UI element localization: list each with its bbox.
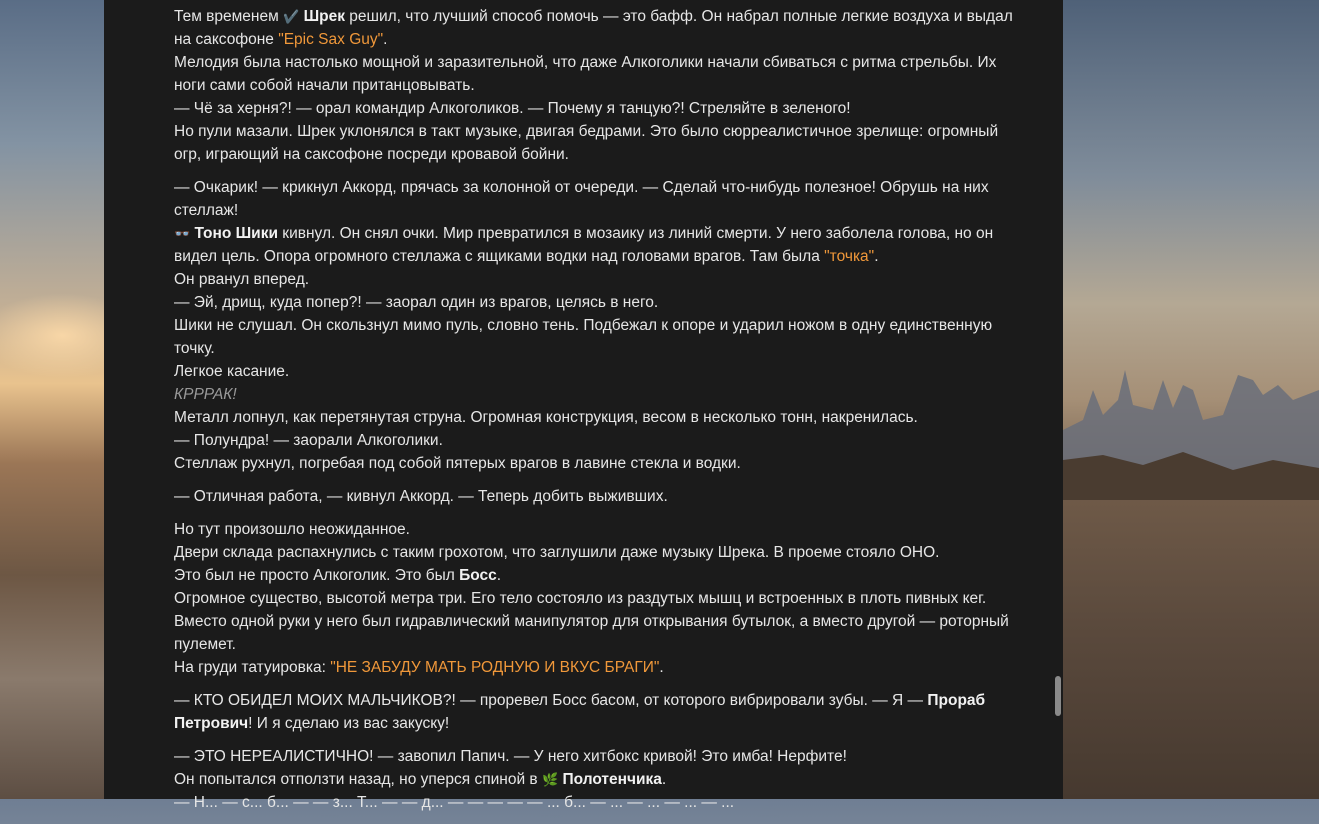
text-span: кивнул. Он снял очки. Мир превратился в мозаику из линий смерти. У него заболела голова, но он видел цель. Опора огромного стеллажа с ящиками водки над головами врагов. Там была [174, 225, 994, 265]
text-span: Стеллаж рухнул, погребая под собой пятерых врагов в лавине стекла и водки. [174, 455, 741, 472]
background-left [0, 0, 104, 799]
story-line [174, 268, 1019, 291]
story-line [174, 791, 1019, 814]
text-span: Он рванул вперед. [174, 271, 310, 288]
story-line [174, 291, 1019, 314]
story-line [174, 314, 1019, 360]
character-name: Тоно Шики [194, 225, 278, 242]
story-paragraph [174, 176, 1019, 475]
story-line [174, 406, 1019, 429]
check-emoji: ✔️ [283, 9, 300, 24]
story-line [174, 383, 1019, 406]
text-span: Но тут произошло неожиданное. [174, 521, 410, 538]
story-line [174, 541, 1019, 564]
highlight-quote: "НЕ ЗАБУДУ МАТЬ РОДНУЮ И ВКУС БРАГИ" [330, 659, 660, 676]
text-span: — Очкарик! — крикнул Аккорд, прячась за колонной от очереди. — Сделай что-нибудь полезное! Обрушь на них стеллаж! [174, 179, 989, 219]
story-line [174, 564, 1019, 587]
story-line [174, 176, 1019, 222]
herb-emoji: 🌿 [541, 772, 559, 787]
text-span: — ЭТО НЕРЕАЛИСТИЧНО! — завопил Папич. — У него хитбокс кривой! Это имба! Нерфите! [174, 748, 847, 765]
text-span: Но пули мазали. Шрек уклонялся в такт музыке, двигая бедрами. Это было сюрреалистичное зрелище: огромный огр, играющий на саксофоне посреди кровавой бойни. [174, 123, 999, 163]
story-line [174, 689, 1019, 735]
text-span: Это был не просто Алкоголик. Это был [174, 567, 460, 584]
story-content [174, 5, 1019, 824]
text-span: . [383, 31, 388, 48]
text-span: решил, что лучший способ помочь — это бафф. Он набрал полные легкие воздуха и выдал на саксофоне [174, 8, 1013, 48]
text-span: — Н... — с... б... — — з... Т... — — д... — — — — — ... б... — ... — ... — ... — ... [174, 794, 735, 811]
story-paragraph [174, 689, 1019, 735]
text-span: Мелодия была настолько мощной и заразительной, что даже Алкоголики начали сбиваться с ритма стрельбы. Их ноги сами собой начали пританцовывать. [174, 54, 997, 94]
story-paragraph [174, 485, 1019, 508]
story-line [174, 518, 1019, 541]
text-span: — КТО ОБИДЕЛ МОИХ МАЛЬЧИКОВ?! — проревел Босс басом, от которого вибрировали зубы. — Я — [174, 692, 928, 709]
story-panel [104, 0, 1063, 811]
story-line [174, 120, 1019, 166]
text-span: Металл лопнул, как перетянутая струна. Огромная конструкция, весом в несколько тонн, накренилась. [174, 409, 918, 426]
text-span: Тем временем [174, 8, 284, 25]
text-span: — Эй, дрищ, куда попер?! — заорал один из врагов, целясь в него. [174, 294, 659, 311]
story-line [174, 587, 1019, 656]
story-line [174, 429, 1019, 452]
text-span: . [659, 659, 664, 676]
character-name: Прораб Петрович [174, 692, 986, 732]
character-name: Полотенчика [562, 771, 662, 788]
story-line [174, 51, 1019, 97]
text-span: — Отличная работа, — кивнул Аккорд. — Теперь добить выживших. [174, 488, 668, 505]
story-line [174, 485, 1019, 508]
text-span: Шики не слушал. Он скользнул мимо пуль, словно тень. Подбежал к опоре и ударил ножом в одну единственную точку. [174, 317, 993, 357]
glasses-emoji: 👓 [174, 226, 191, 241]
text-span: — Полундра! — заорали Алкоголики. [174, 432, 443, 449]
highlight-quote: "Epic Sax Guy" [278, 31, 384, 48]
text-span: . [661, 771, 667, 788]
story-line [174, 360, 1019, 383]
text-span: — Чё за херня?! — орал командир Алкоголиков. — Почему я танцую?! Стреляйте в зеленого! [174, 100, 851, 117]
text-span: . [874, 248, 879, 265]
text-span: Двери склада распахнулись с таким грохотом, что заглушили даже музыку Шрека. В проеме стояло ОНО. [174, 544, 940, 561]
text-span: . [496, 567, 502, 584]
story-paragraph [174, 5, 1019, 166]
text-span: Он попытался отползти назад, но уперся спиной в [174, 771, 542, 788]
scrollbar-thumb[interactable] [1055, 676, 1061, 716]
text-span: ! И я сделаю из вас закуску! [248, 715, 450, 732]
story-line [174, 745, 1019, 768]
text-span: Легкое касание. [174, 363, 290, 380]
story-line [174, 97, 1019, 120]
text-span: Огромное существо, высотой метра три. Его тело состояло из раздутых мышц и встроенных в плоть пивных кег. Вместо одной руки у него был гидравлический манипулятор для открывания бутылок, а вместо другой — роторный пулемет. [174, 590, 1009, 653]
highlight-quote: "точка" [824, 248, 875, 265]
story-line [174, 656, 1019, 679]
sound-effect: КРРРАК! [174, 386, 237, 403]
story-line [174, 5, 1019, 51]
story-line [174, 452, 1019, 475]
character-name: Шрек [303, 8, 345, 25]
background-rocks [1063, 360, 1319, 500]
character-name: Босс [459, 567, 497, 584]
story-paragraph [174, 518, 1019, 679]
story-line [174, 222, 1019, 268]
text-span: На груди татуировка: [174, 659, 331, 676]
story-line [174, 768, 1019, 791]
story-paragraph [174, 745, 1019, 814]
